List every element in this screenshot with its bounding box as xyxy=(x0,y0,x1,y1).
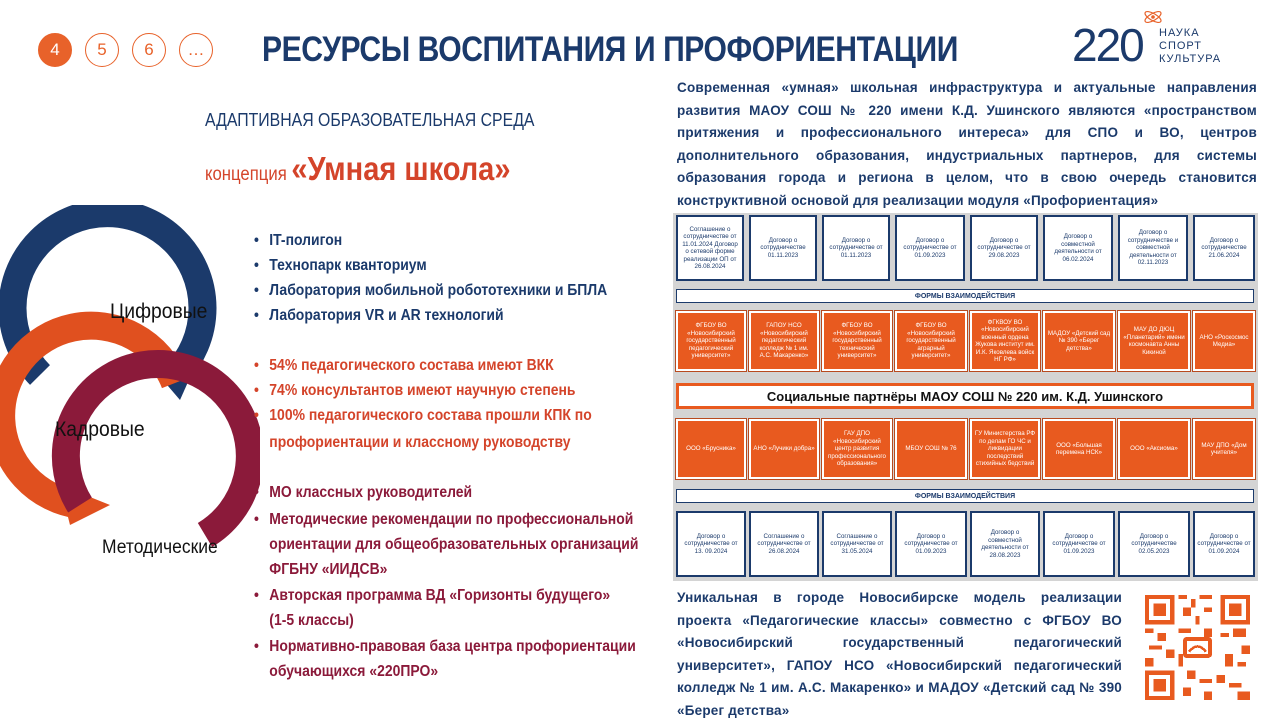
cycle-label-digital: Цифровые xyxy=(110,300,208,323)
list-item: • Нормативно-правовая база центра профориентации xyxy=(254,638,636,655)
list-item: • IT-полигон xyxy=(254,232,343,249)
interaction-band-top: ФОРМЫ ВЗАИМОДЕЙСТВИЯ xyxy=(676,289,1254,303)
agreement-card: Соглашение о сотрудничестве от 26.08.2024 xyxy=(749,511,819,577)
list-item-cont: (1-5 классы) xyxy=(269,612,354,629)
qr-code[interactable] xyxy=(1145,595,1250,700)
partner-card: ООО «Аксиома» xyxy=(1118,419,1190,479)
intro-paragraph: Современная «умная» школьная инфраструктура и актуальные направления развития МАОУ СОШ № 220 имени К.Д. Ушинского являются «пространством притяжения и профессионального интереса» для СПО и ВО, центров дополнительного образования, индустриальных партнеров, для системы образования города и региона в целом, что в свою очередь становится конструктивной основой для реализации модуля «Профориентация» xyxy=(677,80,1257,208)
partner-card: МАУ ДО ДЮЦ «Планетарий» имени космонавта Анны Кикиной xyxy=(1118,311,1190,371)
agreement-card: Договор о сотрудничестве 01.11.2023 xyxy=(749,215,817,281)
partner-card: ООО «Брусника» xyxy=(676,419,746,479)
partner-card: ГУ Министерства РФ по делам ГО ЧС и ликвидации последствий стихийных бедствий xyxy=(970,419,1040,479)
nav-more[interactable]: … xyxy=(179,33,213,67)
cycle-label-staff: Кадровые xyxy=(55,418,145,441)
list-item: • 100% педагогического состава прошли КПК по xyxy=(254,407,592,424)
partner-card: ГАПОУ НСО «Новосибирский педагогический колледж № 1 им. А.С. Макаренко» xyxy=(749,311,819,371)
logo-text: НАУКА СПОРТ КУЛЬТУРА xyxy=(1159,27,1222,65)
outro-paragraph: Уникальная в городе Новосибирске модель реализации проекта «Педагогические классы» совместно с ФГБОУ ВО «Новосибирский государственный педагогический университет», ГАПОУ НСО «Новосибирский педагогический колледж № 1 им. А.С. Макаренко» и МАДОУ «Детский сад № 390 «Берег детства» xyxy=(677,590,1122,718)
nav-page-4[interactable]: 4 xyxy=(38,33,72,67)
atom-icon xyxy=(1142,6,1164,28)
list-item: • 74% консультантов имеют научную степень xyxy=(254,382,576,399)
agreement-card: Договор о сотрудничестве от 29.08.2023 xyxy=(970,215,1038,281)
partner-card: МБОУ СОШ № 76 xyxy=(895,419,967,479)
list-item: • Лаборатория мобильной робототехники и БПЛА xyxy=(254,282,608,299)
cycle-diagram xyxy=(0,205,260,625)
agreement-card: Соглашение о сотрудничестве от 31.05.2024 xyxy=(822,511,892,577)
list-item-cont: ориентации для общеобразовательных организаций xyxy=(269,536,639,553)
partner-card: АНО «Лучики добра» xyxy=(749,419,819,479)
partner-card: АНО «Роскосмос Медиа» xyxy=(1193,311,1255,371)
list-item: • Технопарк кванториум xyxy=(254,257,427,274)
partner-card: ФГБОУ ВО «Новосибирский государственный технический университет» xyxy=(822,311,892,371)
logo-number: 220 xyxy=(1072,19,1143,71)
agreement-card: Договор о сотрудничестве и совместной деятельности от 02.11.2023 xyxy=(1118,215,1188,281)
partner-card: ГАУ ДПО «Новосибирский центр развития профессионального образования» xyxy=(822,419,892,479)
section-subtitle: АДАПТИВНАЯ ОБРАЗОВАТЕЛЬНАЯ СРЕДА xyxy=(205,110,535,130)
agreement-card: Договор о сотрудничестве от 01.09.2023 xyxy=(1043,511,1115,577)
list-item-cont: обучающихся «220ПРО» xyxy=(269,663,439,680)
partner-card: ООО «Большая перемена НСК» xyxy=(1043,419,1115,479)
list-item: • МО классных руководителей xyxy=(254,484,473,501)
list-item: • 54% педагогического состава имеют ВКК xyxy=(254,357,554,374)
agreement-card: Договор о сотрудничестве от 01.09.2023 xyxy=(895,511,967,577)
interaction-band-bottom: ФОРМЫ ВЗАИМОДЕЙСТВИЯ xyxy=(676,489,1254,503)
partners-diagram xyxy=(673,213,1258,581)
agreement-card: Договор о совместной деятельности от 06.02.2024 xyxy=(1043,215,1113,281)
list-item: • Методические рекомендации по профессиональной xyxy=(254,511,634,528)
list-item-cont: профориентации и классному руководству xyxy=(269,434,571,451)
list-item: • Лаборатория VR и AR технологий xyxy=(254,307,504,324)
agreement-card: Соглашение о сотрудничестве от 11.01.2024 Договор о сетевой форме реализации ОП от 26.08.2024 xyxy=(676,215,744,281)
social-partners-band: Социальные партнёры МАОУ СОШ № 220 им. К.Д. Ушинского xyxy=(676,383,1254,409)
nav-page-6[interactable]: 6 xyxy=(132,33,166,67)
partner-card: МАДОУ «Детский сад № 390 «Берег детства» xyxy=(1043,311,1115,371)
concept-title: концепция «Умная школа» xyxy=(205,150,511,187)
agreement-card: Договор о сотрудничестве от 13. 09.2024 xyxy=(676,511,746,577)
agreement-card: Договор о сотрудничестве 21.06.2024 xyxy=(1193,215,1255,281)
partner-card: ФГБОУ ВО «Новосибирский государственный аграрный университет» xyxy=(895,311,967,371)
partner-card: ФГБОУ ВО «Новосибирский государственный педагогический университет» xyxy=(676,311,746,371)
partner-card: МАУ ДПО «Дом учителя» xyxy=(1193,419,1255,479)
agreement-card: Договор о сотрудничестве от 01.11.2023 xyxy=(822,215,890,281)
agreement-card: Договор о совместной деятельности от 28.08.2023 xyxy=(970,511,1040,577)
nav-page-5[interactable]: 5 xyxy=(85,33,119,67)
list-item-cont: ФГБНУ «ИИДСВ» xyxy=(269,561,388,578)
agreement-card: Договор о сотрудничестве от 01.09.2024 xyxy=(1193,511,1255,577)
cycle-label-methodical: Методические xyxy=(102,537,218,558)
page-title: РЕСУРСЫ ВОСПИТАНИЯ И ПРОФОРИЕНТАЦИИ xyxy=(262,30,958,69)
agreement-card: Договор о сотрудничестве 02.05.2023 xyxy=(1118,511,1190,577)
agreement-card: Договор о сотрудничестве от 01.09.2023 xyxy=(895,215,965,281)
list-item: • Авторская программа ВД «Горизонты будущего» xyxy=(254,587,611,604)
partner-card: ФГКВОУ ВО «Новосибирский военный ордена Жукова институт им. И.К. Яковлева войск НГ РФ» xyxy=(970,311,1040,371)
